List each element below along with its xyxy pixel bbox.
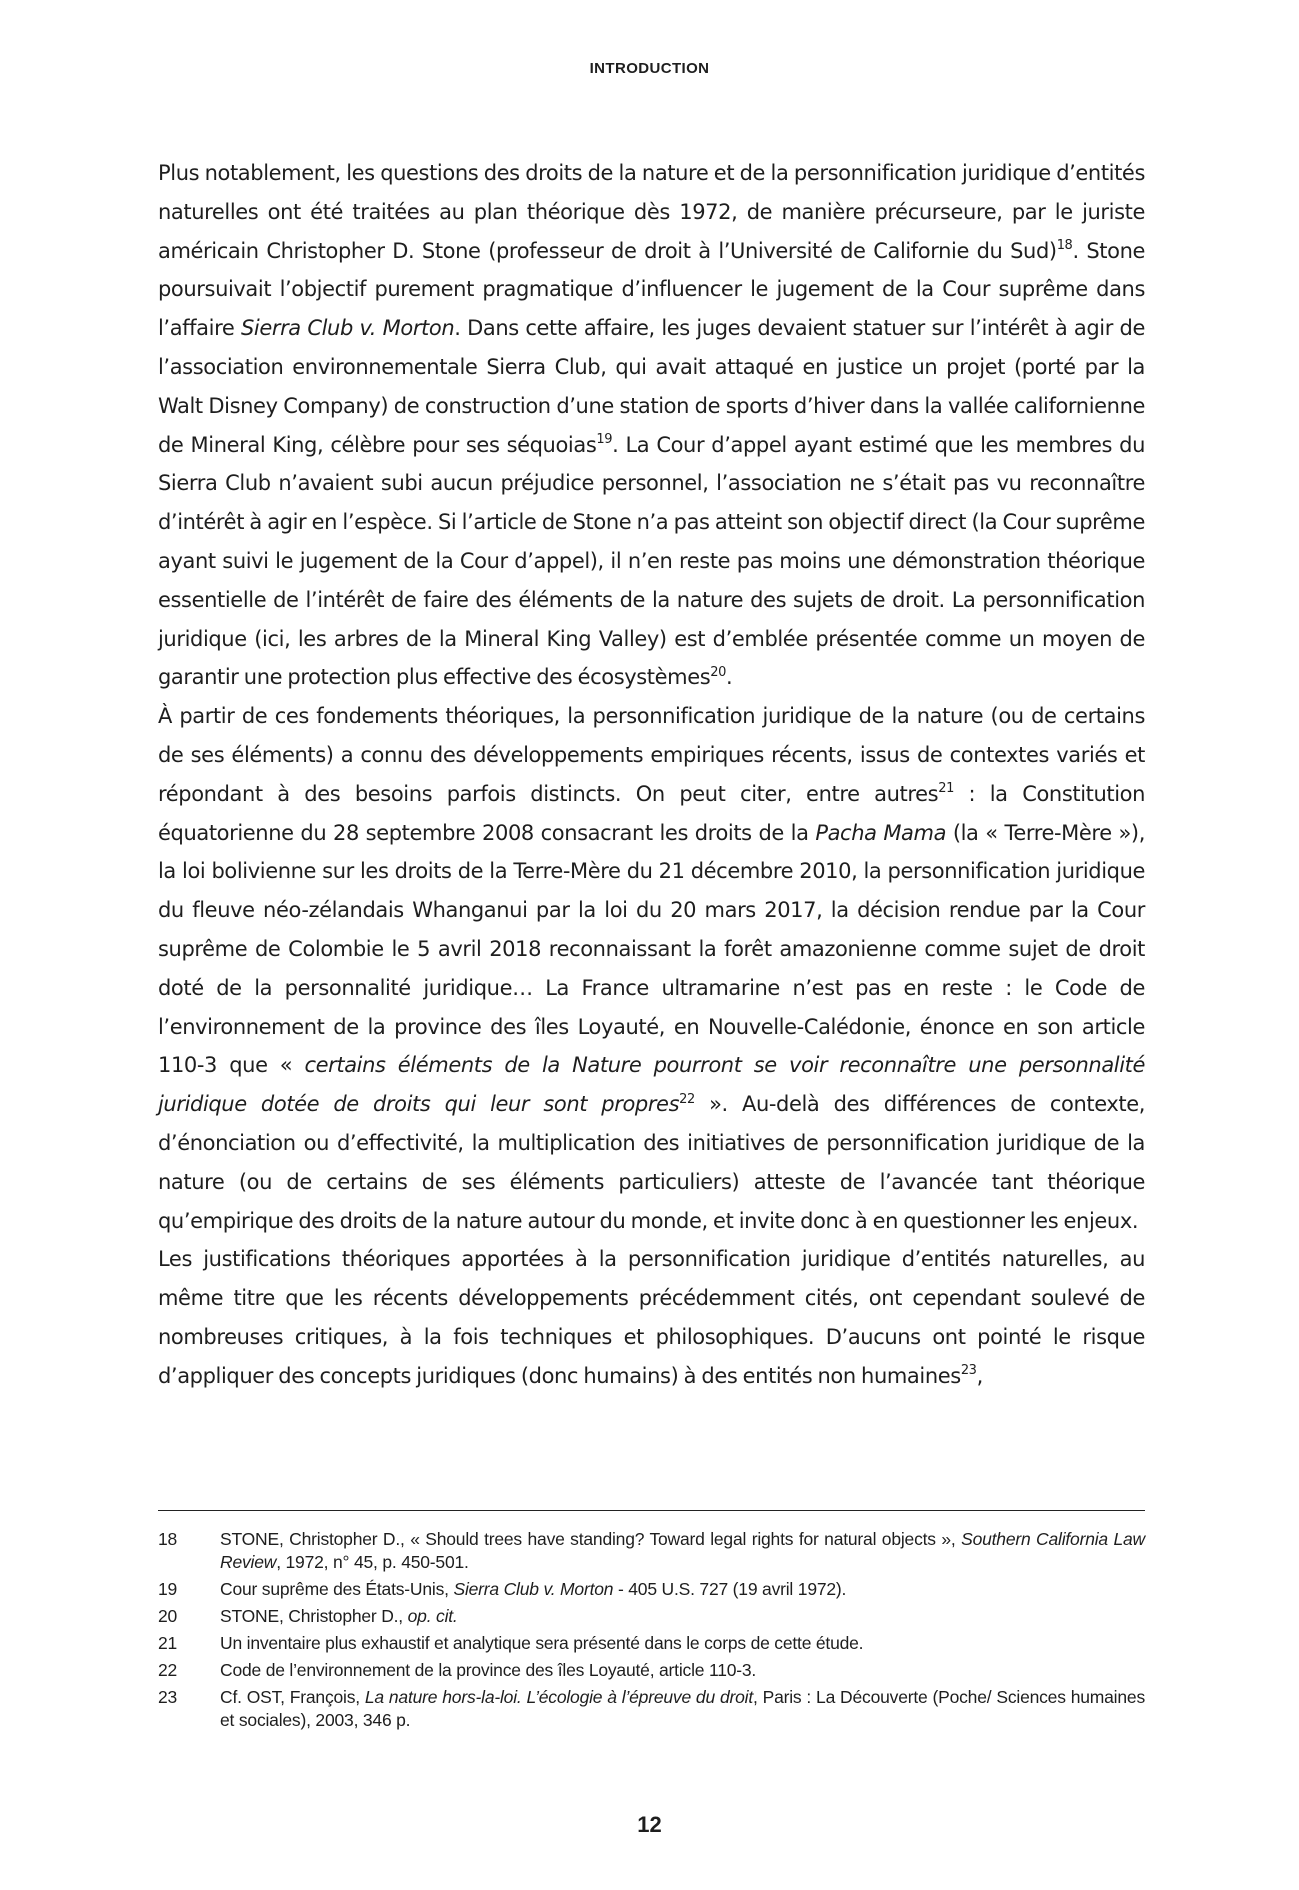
paragraph-3-text-b: ,	[976, 1363, 983, 1388]
footnote-number: 21	[158, 1633, 178, 1653]
footnote-text-a: STONE, Christopher D.,	[220, 1606, 408, 1626]
footnote-text: Code de l’environnement de la province des îles Loyauté, article 110-3.	[220, 1660, 757, 1680]
footnote-number: 18	[158, 1529, 178, 1549]
footnote-text-b: - 405 U.S. 727 (19 avril 1972).	[613, 1579, 847, 1599]
footnote-ref-22[interactable]: 22	[679, 1091, 695, 1107]
paragraph-2-text-c: (la « Terre-Mère »), la loi bolivienne sur les droits de la Terre-Mère du 21 décembre 2010, la personnification juridique du fleuve néo-zélandais Whanganui par la loi du 20 mars 2017, la décision rendue par la Cour suprême de Colombie le 5 avril 2018 reconnaissant la forêt amazonienne comme sujet de droit doté de la personnalité juridique… La France ultramarine n’est pas en reste : le Code de l’environnement de la province des îles Loyauté, en Nouvelle-Calédonie, énonce en son article 110-3 que «	[158, 820, 1145, 1078]
footnote-text-b: , Paris : La Découverte (Poche/ Sciences humaines et sociales), 2003, 346 p.	[220, 1687, 1145, 1730]
footnote-text: Un inventaire plus exhaustif et analytique sera présenté dans le corps de cette étude.	[220, 1633, 864, 1653]
footnote-text	[220, 1528, 1145, 1574]
footnote-number: 22	[158, 1660, 178, 1680]
footnote-italic: op. cit.	[407, 1606, 458, 1626]
footnote-italic: Southern California Law Review	[220, 1529, 1145, 1572]
page-number: 12	[637, 1812, 662, 1837]
paragraph-1-text-a: Plus notablement, les questions des droits de la nature et de la personnification juridique d’entités naturelles ont été traitées au plan théorique dès 1972, de manière précurseure, par le juriste américain Christopher D. Stone (professeur de droit à l’Université de Californie du Sud)	[158, 161, 1145, 263]
paragraph-3	[158, 1240, 1145, 1395]
paragraph-1-text-e: .	[726, 665, 733, 690]
paragraph-1-text-d: . La Cour d’appel ayant estimé que les membres du Sierra Club n’avaient subi aucun préjudice personnel, l’association ne s’était pas vu reconnaître d’intérêt à agir en l’espèce. Si l’article de Stone n’a pas atteint son objectif direct (la Cour suprême ayant suivi le jugement de la Cour d’appel), il n’en reste pas moins une démonstration théorique essentielle de l’intérêt de faire des éléments de la nature des sujets de droit. La personnification juridique (ici, les arbres de la Mineral King Valley) est d’emblée présentée comme un moyen de garantir une protection plus effective des écosystèmes	[158, 432, 1145, 690]
paragraph-1	[158, 154, 1145, 697]
footnote-20	[158, 1605, 1145, 1628]
footnote-number: 23	[158, 1687, 178, 1707]
footnote-number: 20	[158, 1606, 178, 1626]
footnote-21	[158, 1632, 1145, 1655]
paragraph-1-text-b: . Stone poursuivait l’objectif purement pragmatique d’influencer le jugement de la Cour suprême dans l’affaire	[158, 238, 1146, 341]
footnote-ref-20[interactable]: 20	[710, 664, 727, 680]
case-name: Sierra Club v. Morton	[240, 316, 455, 341]
footnote-text	[220, 1578, 1145, 1601]
footnote-text	[220, 1605, 1145, 1628]
paragraph-1-text-c: . Dans cette affaire, les juges devaient statuer sur l’intérêt à agir de l’association environnementale Sierra Club, qui avait attaqué en justice un projet (porté par la Walt Disney Company) de construction d’une station de sports d’hiver dans la vallée californienne de Mineral King, célèbre pour ses séquoias	[158, 316, 1145, 457]
footnote-ref-18[interactable]: 18	[1056, 238, 1073, 254]
article-quote: certains éléments de la Nature pourront se voir reconnaître une personnalité juridique dotée de droits qui leur sont propres	[158, 1053, 1146, 1117]
paragraph-2-text-b: : la Constitution équatorienne du 28 septembre 2008 consacrant les droits de la	[158, 781, 1145, 845]
footnote-ref-21[interactable]: 21	[938, 781, 954, 797]
pacha-mama-term: Pacha Mama	[815, 820, 947, 845]
footnote-text-a: STONE, Christopher D., « Should trees have standing? Toward legal rights for natural objects »,	[220, 1529, 962, 1549]
footnote-separator	[158, 1510, 1145, 1511]
footnote-text	[220, 1686, 1145, 1732]
footnote-number: 19	[158, 1579, 178, 1599]
body-text	[158, 154, 1145, 1396]
footnote-ref-19[interactable]: 19	[596, 432, 613, 448]
footnote-text-b: , 1972, n° 45, p. 450-501.	[276, 1552, 469, 1572]
footnote-23	[158, 1686, 1145, 1732]
footnote-text-a: Cour suprême des États-Unis,	[220, 1579, 454, 1599]
paragraph-3-text-a: Les justifications théoriques apportées à la personnification juridique d’entités naturelles, au même titre que les récents développements précédemment cités, ont cependant soulevé de nombreuses critiques, à la fois techniques et philosophiques. D’aucuns ont pointé le risque d’appliquer des concepts juridiques (donc humains) à des entités non humaines	[158, 1247, 1145, 1388]
footnotes	[158, 1528, 1145, 1736]
footnote-22	[158, 1659, 1145, 1682]
running-head: INTRODUCTION	[589, 60, 710, 77]
paragraph-2-text-d: ». Au-delà des différences de contexte, d’énonciation ou d’effectivité, la multiplication des initiatives de personnification juridique de la nature (ou de certains de ses éléments particuliers) atteste de l’avancée tant théorique qu’empirique des droits de la nature autour du monde, et invite donc à en questionner les enjeux.	[158, 1092, 1145, 1233]
paragraph-2-text-a: À partir de ces fondements théoriques, la personnification juridique de la nature (ou de certains de ses éléments) a connu des développements empiriques récents, issus de contextes variés et répondant à des besoins parfois distincts. On peut citer, entre autres	[158, 704, 1145, 806]
footnote-18	[158, 1528, 1145, 1574]
footnote-text-a: Cf. OST, François,	[220, 1687, 365, 1707]
footnote-italic: Sierra Club v. Morton	[453, 1579, 614, 1599]
footnote-ref-23[interactable]: 23	[960, 1363, 977, 1379]
footnote-19	[158, 1578, 1145, 1601]
footnote-italic: La nature hors-la-loi. L’écologie à l’épreuve du droit	[364, 1687, 753, 1707]
paragraph-2	[158, 697, 1145, 1240]
